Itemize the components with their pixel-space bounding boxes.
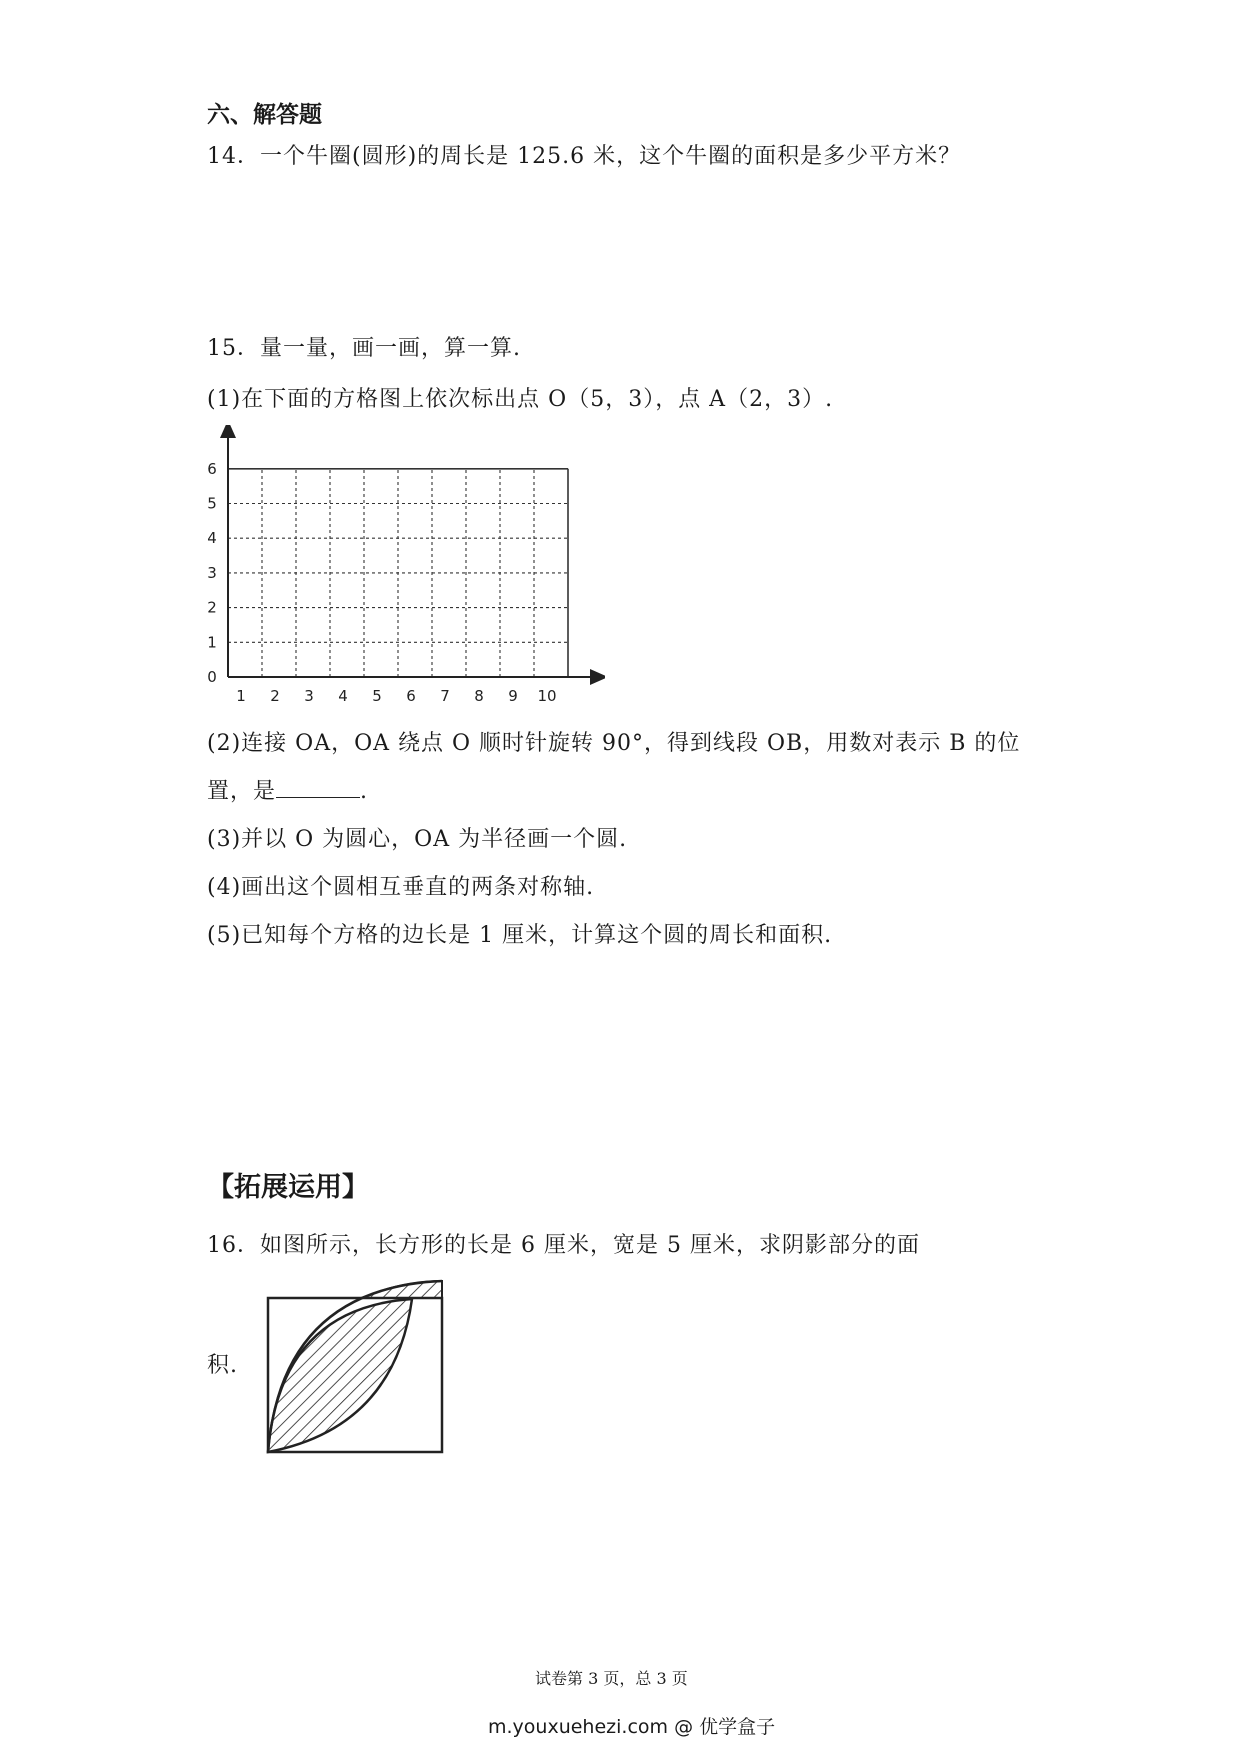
question-15-part-3: (3)并以 O 为圆心，OA 为半径画一个圆. (207, 827, 628, 852)
y-tick-label: 2 (207, 598, 217, 617)
extension-title: 【拓展运用】 (207, 1172, 369, 1203)
x-tick-label: 5 (372, 687, 382, 705)
y-tick-label: 6 (207, 459, 217, 478)
x-tick-label: 3 (304, 687, 314, 705)
grid-lines (228, 469, 568, 677)
x-tick-label: 1 (236, 687, 246, 705)
question-16-continued: 积. (207, 1353, 238, 1378)
x-tick-label: 7 (440, 687, 450, 705)
page-number: 试卷第 3 页，总 3 页 (535, 1669, 688, 1688)
x-tick-label: 6 (406, 687, 416, 705)
x-tick-label: 8 (474, 687, 484, 705)
question-15-stem: 15．量一量，画一画，算一算. (207, 336, 521, 361)
y-tick-label: 0 (207, 668, 217, 686)
part-2-answer-suffix: . (360, 779, 369, 804)
shaded-figure (262, 1278, 452, 1458)
shaded-leaf (268, 1299, 412, 1452)
top-shaded-strip (362, 1281, 442, 1298)
y-tick-label: 1 (207, 633, 217, 652)
answer-blank[interactable] (276, 779, 360, 798)
x-tick-label: 4 (338, 687, 348, 705)
y-tick-label: 5 (207, 494, 217, 513)
y-tick-label: 3 (207, 563, 217, 582)
section-title: 六、解答题 (207, 102, 322, 128)
question-15-part-5: (5)已知每个方格的边长是 1 厘米，计算这个圆的周长和面积. (207, 923, 833, 948)
question-14: 14．一个牛圈(圆形)的周长是 125.6 米，这个牛圈的面积是多少平方米？ (207, 144, 962, 169)
part-2-answer-prefix: 置，是 (207, 779, 277, 804)
coordinate-grid (205, 425, 605, 715)
question-16: 16．如图所示，长方形的长是 6 厘米，宽是 5 厘米，求阴影部分的面 (207, 1233, 920, 1258)
x-tick-label: 9 (508, 687, 518, 705)
x-tick-label: 10 (537, 687, 557, 705)
y-tick-label: 4 (207, 529, 217, 548)
x-tick-label: 2 (270, 687, 280, 705)
question-15-part-2-line-2 (207, 774, 368, 805)
question-15-part-4: (4)画出这个圆相互垂直的两条对称轴. (207, 875, 595, 900)
question-15-part-2-line-1: (2)连接 OA，OA 绕点 O 顺时针旋转 90°，得到线段 OB，用数对表示 B 的位 (207, 731, 1021, 756)
question-15-part-1: (1)在下面的方格图上依次标出点 O（5，3），点 A（2，3）. (207, 387, 834, 412)
watermark: m.youxuehezi.com @ 优学盒子 (488, 1716, 776, 1738)
